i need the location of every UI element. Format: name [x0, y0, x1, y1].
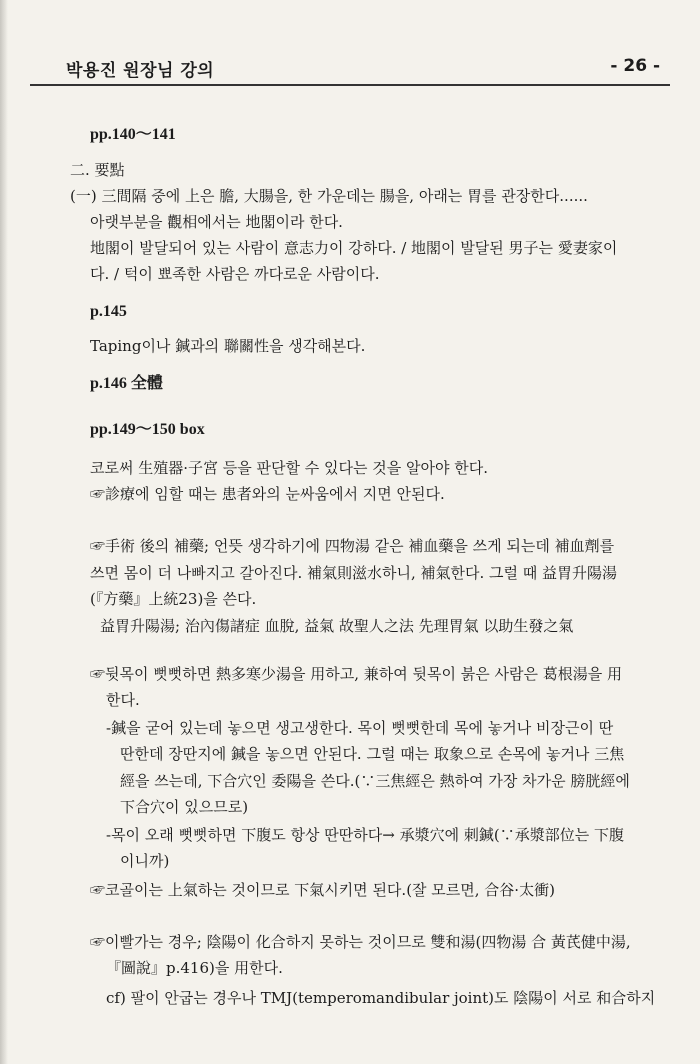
- section-heading-2: 二. 要點: [70, 161, 125, 179]
- note-line: ☞코골이는 上氣하는 것이므로 下氣시키면 된다.(잘 모르면, 合谷·太衝): [90, 881, 555, 899]
- body-line: 下合穴이 있으므로): [120, 798, 249, 816]
- body-line: 經을 쓰는데, 下合穴인 委陽을 쓴다.(∵三焦經은 熱하여 가장 차가운 膀胱經에: [120, 772, 630, 790]
- body-line: 地閣이 발달되어 있는 사람이 意志力이 강하다. / 地閣이 발달된 男子는 愛妻家이: [90, 239, 618, 257]
- body-line: 이니까): [120, 852, 170, 870]
- body-line: -鍼을 굳어 있는데 놓으면 생고생한다. 목이 뻣뻣한데 목에 놓거나 비장근이 딴: [106, 719, 614, 737]
- note-line: ☞이빨가는 경우; 陰陽이 化合하지 못하는 것이므로 雙和湯(四物湯 合 黃芪健中湯,: [90, 933, 631, 951]
- body-line: 딴한데 장딴지에 鍼을 놓으면 안된다. 그럴 때는 取象으로 손목에 놓거나 三焦: [120, 745, 625, 763]
- scan-edge-shadow: [0, 0, 8, 1064]
- section-pp149: pp.149～150 box: [90, 421, 205, 438]
- body-line: 코로써 生殖器·子宮 등을 판단할 수 있다는 것을 알아야 한다.: [90, 459, 488, 477]
- note-line: ☞뒷목이 뻣뻣하면 熱多寒少湯을 用하고, 兼하여 뒷목이 붉은 사람은 葛根湯을 用: [90, 665, 622, 683]
- body-line: -목이 오래 뻣뻣하면 下腹도 항상 딴딴하다→ 承漿穴에 刺鍼(∵承漿部位는 下腹: [106, 826, 624, 844]
- body-line: (『方藥』上統23)을 쓴다.: [90, 590, 257, 608]
- section-p146: p.146 全體: [90, 375, 163, 392]
- formula-line: 益胃升陽湯; 治內傷諸症 血脫, 益氣 故聖人之法 先理胃氣 以助生發之氣: [100, 617, 574, 635]
- page-number: - 26 -: [610, 56, 660, 76]
- body-line: cf) 팔이 안굽는 경우나 TMJ(temperomandibular joint)도 陰陽이 서로 和合하지: [106, 989, 656, 1007]
- lecture-title: 박용진 원장님 강의: [66, 61, 215, 81]
- body-line: 다. / 턱이 뾰족한 사람은 까다로운 사람이다.: [90, 265, 380, 283]
- body-line: 쓰면 몸이 더 나빠지고 갈아진다. 補氣則滋水하니, 補氣한다. 그럴 때 益胃升陽湯: [90, 564, 618, 582]
- section-p145: p.145: [90, 303, 127, 320]
- body-line: 한다.: [106, 691, 140, 709]
- section-pp140: pp.140～141: [90, 126, 176, 143]
- body-line: Taping이나 鍼과의 聯關性을 생각해본다.: [90, 337, 366, 355]
- body-line: (一) 三間隔 중에 上은 膽, 大腸을, 한 가운데는 腸을, 아래는 胃를 관장한다......: [70, 187, 588, 205]
- note-line: ☞診療에 임할 때는 患者와의 눈싸움에서 지면 안된다.: [90, 485, 445, 503]
- page-header: [30, 48, 670, 86]
- note-line: ☞手術 後의 補藥; 언뜻 생각하기에 四物湯 같은 補血藥을 쓰게 되는데 補血劑를: [90, 537, 615, 555]
- body-line: 아랫부분을 觀相에서는 地閣이라 한다.: [90, 213, 343, 231]
- body-line: 『圖說』p.416)을 用한다.: [106, 959, 283, 977]
